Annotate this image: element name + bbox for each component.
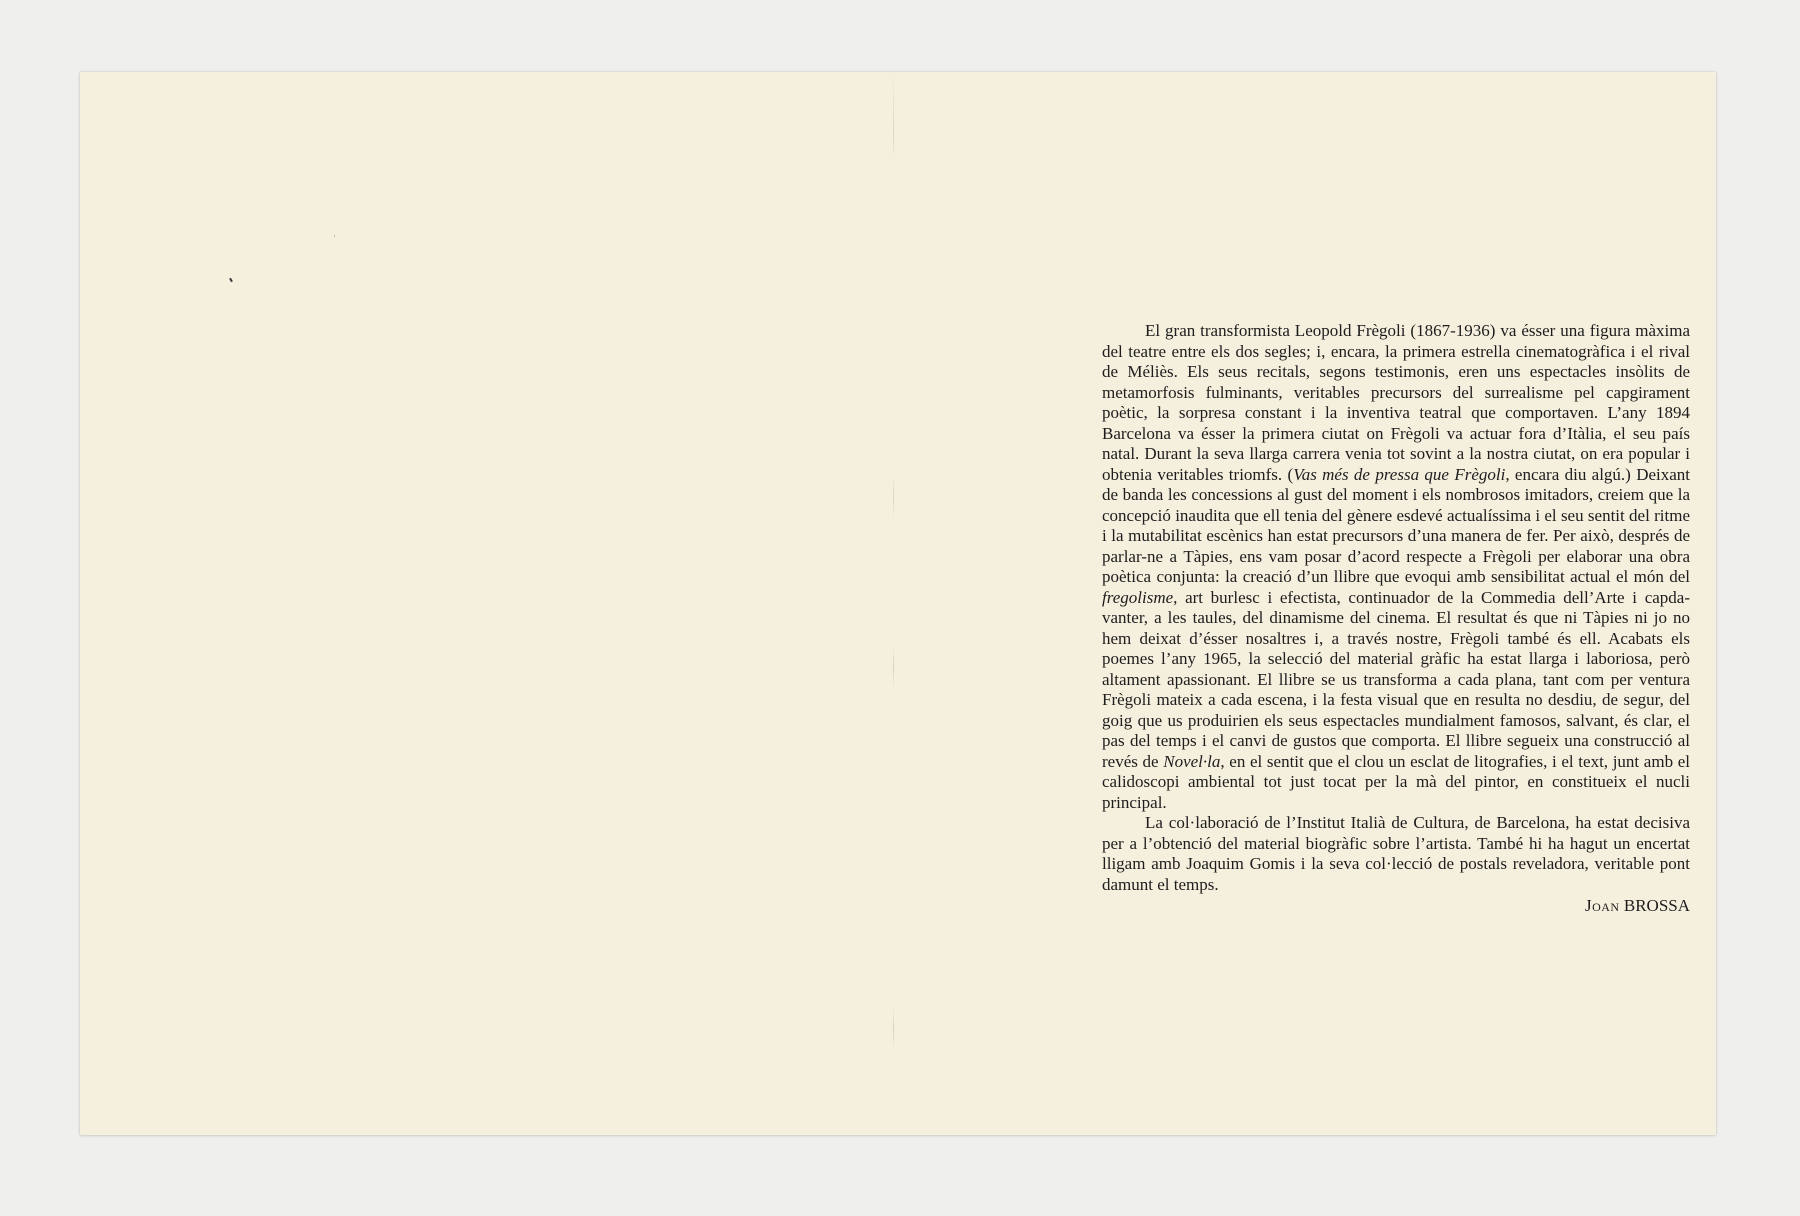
paragraph-1-text-c: , art burlesc i efectista, continuador de la Commedia dell’Arte i capdavanter, a les taules, del dinamisme del cinema. El resultat és que ni Tàpies ni jo no hem deixat d’ésser nosaltres i, a través nostre, Frègoli també és ell. Acabats els poemes l’any 1965, la selecció del material gràfic ha estat llarga i laboriosa, però altament apassionant. El llibre se us transforma a cada plana, tant com per ventura Frègoli mateix a cada escena, i la festa visual que en resulta no desdiu, de segur, del goig que us produirien els seus espectacles mundialment famosos, salvant, és clar, el pas del temps i el canvi de gustos que comporta. El llibre segueix una construcció al revés de bbox=[1102, 587, 1690, 771]
ink-speck bbox=[229, 278, 233, 282]
paragraph-1-italic-novella: Novel·la bbox=[1163, 751, 1221, 771]
paragraph-2: La col·laboració de l’Institut Italià de Cultura, de Barcelona, ha estat decisiva per a l’obtenció del material biogràfic sobre l’artista. També hi ha hagut un encertat lligam amb Joaquim Gomis i la seva col·lecció de postals reveladora, veritable pont damunt el temps. bbox=[1102, 813, 1690, 894]
author-signature bbox=[1102, 895, 1690, 917]
paragraph-1-italic-quote: Vas més de pressa que Frègoli bbox=[1293, 464, 1506, 484]
paragraph-1-text-d: , en el sentit que el clou un esclat de litografies, i el text, junt amb el calidoscopi ambiental tot just tocat per la mà del pintor, en constitueix el nucli principal. bbox=[1102, 751, 1690, 812]
author-first-name: Joan bbox=[1584, 896, 1620, 915]
paper-speck bbox=[334, 235, 335, 237]
paragraph-1-text-a: El gran transformista Leopold Frègoli (1867-1936) va ésser una figura màxima del teatre entre els dos segles; i, encara, la primera estrella cinematogràfica i el rival de Méliès. Els seus recitals, segons testimonis, eren uns espectacles insòlits de metamorfosis fulminants, veritables precursors del surrealisme pel capgirament poètic, la sorpresa constant i la inventiva teatral que comportaven. L’any 1894 Barcelona va ésser la primera ciutat on Frègoli va actuar fora d’Itàlia, el seu país natal. Durant la seva llarga carrera venia tot sovint a la nostra ciutat, on era popular i obtenia veritables triomfs. ( bbox=[1102, 321, 1690, 484]
text-column bbox=[1102, 321, 1690, 917]
paragraph-1 bbox=[1102, 321, 1690, 813]
author-last-name: BROSSA bbox=[1623, 896, 1690, 915]
paragraph-1-italic-fregolisme: fregolisme bbox=[1102, 587, 1174, 607]
paragraph-1-text-b: , encara diu algú.) Deixant de banda les concessions al gust del moment i els nombrosos imitadors, creiem que la concepció inaudita que ell tenia del gènere esdevé actualíssima i el seu sentit del ritme i la mutabilitat escènics han estat precursors d’una manera de fer. Per això, després de parlar-ne a Tàpies, ens vam posar d’acord respecte a Frègoli per elaborar una obra poètica conjunta: la creació d’un llibre que evoqui amb sensibilitat actual el món del bbox=[1102, 464, 1691, 586]
folded-sheet bbox=[80, 72, 1716, 1135]
center-fold bbox=[893, 72, 894, 1135]
